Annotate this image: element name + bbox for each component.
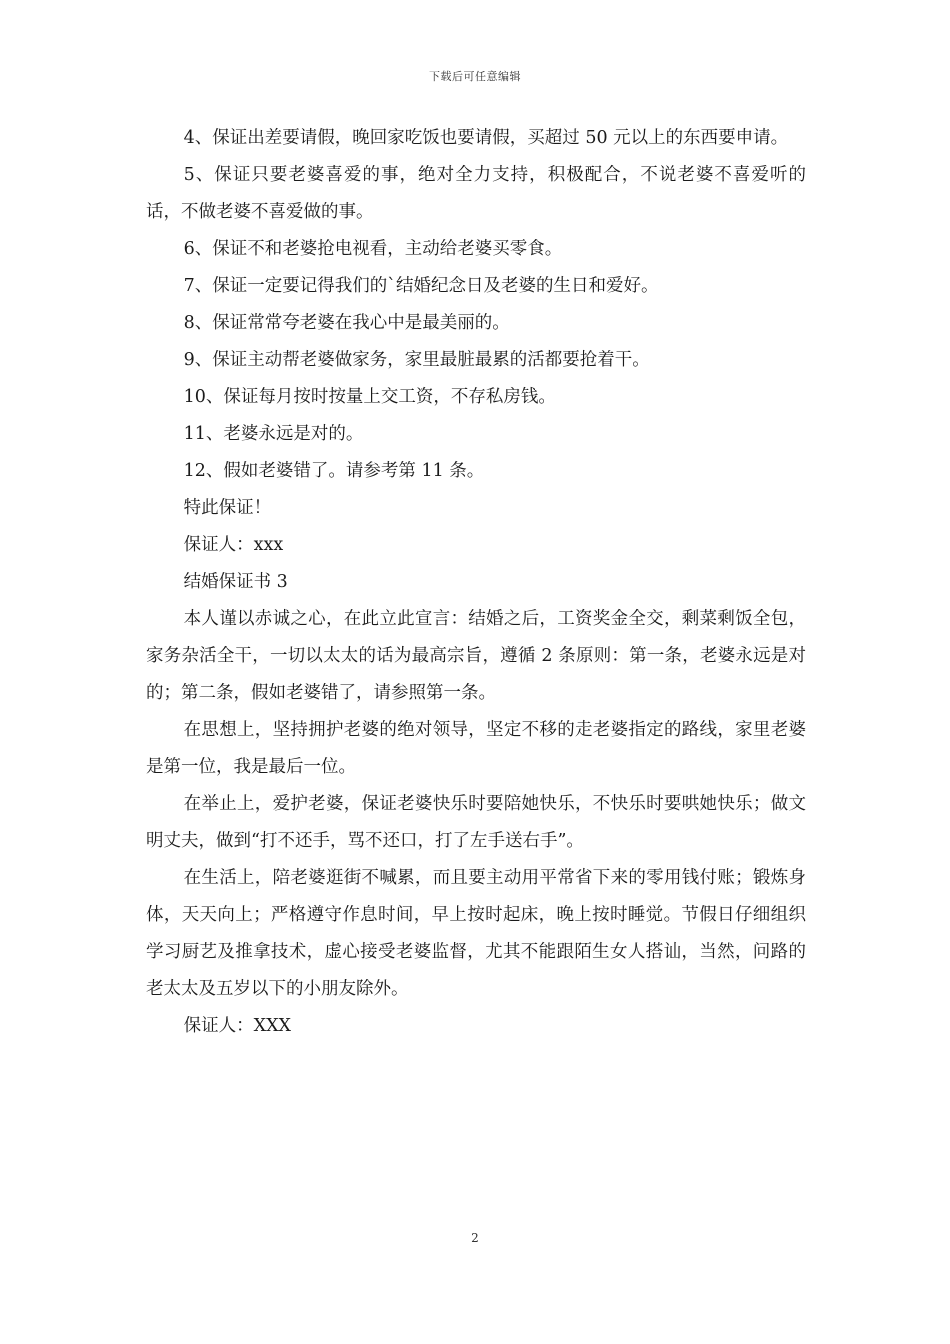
document-body	[146, 120, 806, 1045]
paragraph: 本人谨以赤诚之心，在此立此宣言：结婚之后，工资奖金全交，剩菜剩饭全包，家务杂活全干，一切以太太的话为最高宗旨，遵循 2 条原则：第一条，老婆永远是对的；第二条，假如老婆错了，请参照第一条。	[146, 609, 806, 703]
section-title: 结婚保证书 3	[183, 572, 288, 592]
paragraph: 12、假如老婆错了。请参考第 11 条。	[183, 461, 485, 481]
paragraph: 6、保证不和老婆抢电视看，主动给老婆买零食。	[183, 239, 563, 259]
paragraph: 10、保证每月按时按量上交工资，不存私房钱。	[183, 387, 556, 407]
paragraph: 在生活上，陪老婆逛街不喊累，而且要主动用平常省下来的零用钱付账；锻炼身体，天天向上；严格遵守作息时间，早上按时起床，晚上按时睡觉。节假日仔细组织学习厨艺及推拿技术，虚心接受老婆监督，尤其不能跟陌生女人搭讪，当然，问路的老太太及五岁以下的小朋友除外。	[146, 868, 806, 999]
paragraph: 7、保证一定要记得我们的`结婚纪念日及老婆的生日和爱好。	[183, 276, 659, 296]
paragraph: 11、老婆永远是对的。	[183, 424, 364, 444]
paragraph: 在思想上，坚持拥护老婆的绝对领导，坚定不移的走老婆指定的路线，家里老婆是第一位，我是最后一位。	[146, 720, 806, 777]
paragraph: 9、保证主动帮老婆做家务，家里最脏最累的活都要抢着干。	[183, 350, 650, 370]
paragraph: 4、保证出差要请假，晚回家吃饭也要请假，买超过 50 元以上的东西要申请。	[183, 128, 789, 148]
page-header: 下载后可任意编辑	[429, 70, 521, 83]
paragraph: 保证人：XXX	[183, 1016, 292, 1036]
paragraph: 8、保证常常夸老婆在我心中是最美丽的。	[183, 313, 510, 333]
paragraph: 特此保证！	[183, 498, 272, 518]
page-number: 2	[471, 1231, 479, 1245]
paragraph: 保证人：xxx	[183, 535, 284, 555]
paragraph: 5、保证只要老婆喜爱的事，绝对全力支持，积极配合，不说老婆不喜爱听的话，不做老婆不喜爱做的事。	[146, 165, 806, 222]
paragraph: 在举止上，爱护老婆，保证老婆快乐时要陪她快乐，不快乐时要哄她快乐；做文明丈夫，做到“打不还手，骂不还口，打了左手送右手”。	[146, 794, 806, 851]
